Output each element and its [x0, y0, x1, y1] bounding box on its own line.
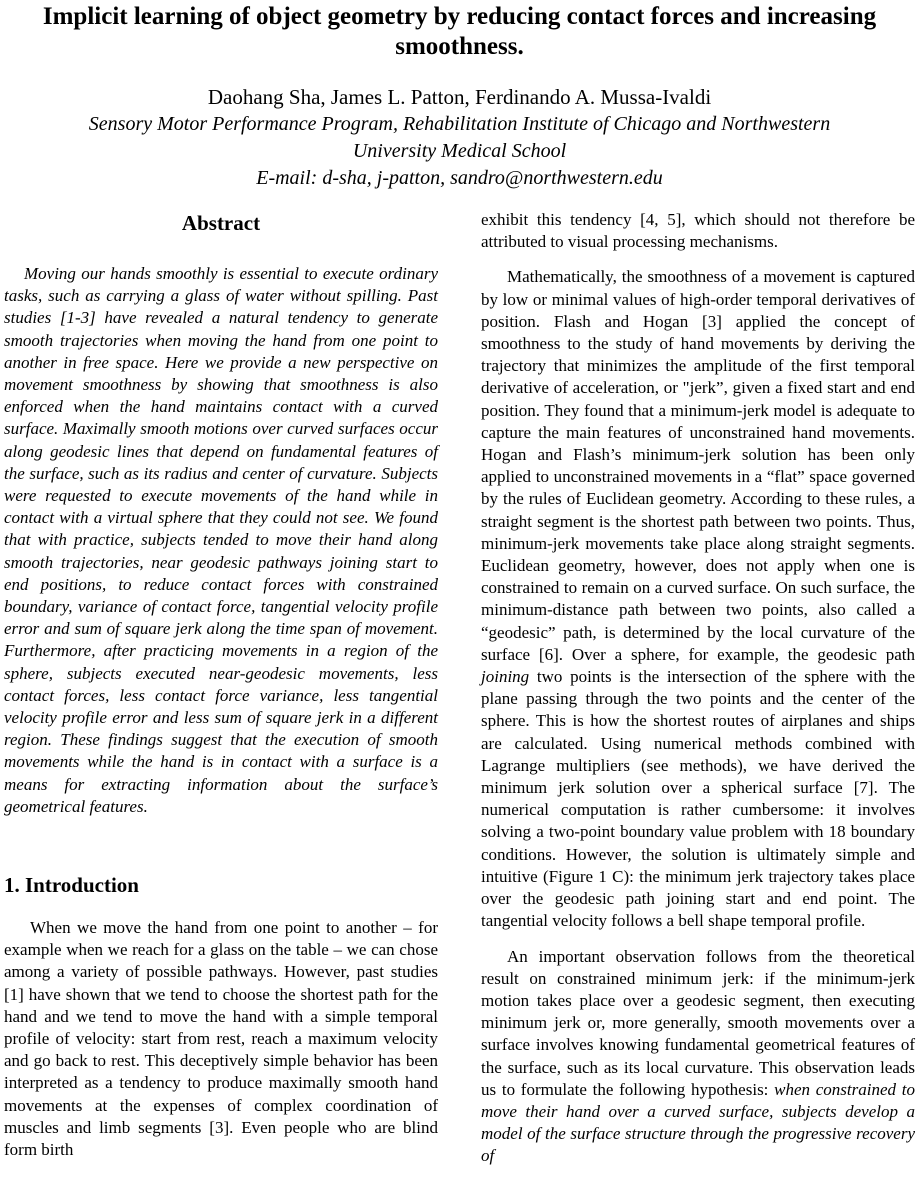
affiliation-line-2: University Medical School [352, 140, 567, 162]
intro-paragraph-3 [481, 946, 915, 1168]
intro-paragraph-1: When we move the hand from one point to another – for example when we reach for a glass on the table – we can chose among a variety of possible pathways. However, past studies [1] have shown that we tend to choose the shortest path for the hand and we tend to move the hand with a simple temporal profile of velocity: start from rest, reach a maximum velocity and go back to rest. This deceptively simple behavior has been interpreted as a tendency to produce maximally smooth hand movements at the expenses of complex coordination of muscles and limb segments [3]. Even people who are blind form birth [4, 918, 438, 1160]
intro-paragraph-1-continued: exhibit this tendency [4, 5], which should not therefore be attributed to visual processing mechanisms. [481, 210, 915, 252]
intro-paragraph-3-text: An important observation follows from the theoretical result on constrained minimum jerk: if the minimum-jerk motion takes place over a geodesic segment, then executing minimum jerk or, more generally, smooth movements over a surface involves knowing fundamental geometrical features of the surface, such as its local curvature. This observation leads us to formulate the following hypothesis: [481, 946, 915, 1099]
affiliation-block [0, 111, 919, 192]
abstract-heading: Abstract [181, 211, 261, 235]
affiliation-line-1: Sensory Motor Performance Program, Rehabilitation Institute of Chicago and Northwestern [88, 113, 831, 135]
intro-paragraph-2-rest: two points is the intersection of the sphere with the plane passing through the two points and the center of the sphere. This is how the shortest routes of airplanes and ships are calculated. Using numerical methods combined with Lagrange multipliers (see methods), we have derived the minimum jerk solution over a spherical surface [7]. The numerical computation is rather cumbersome: it involves solving a two-point boundary value problem with 18 boundary conditions. However, the solution is ultimately simple and intuitive (Figure 1 C): the minimum jerk trajectory takes place over the geodesic path joining start and end point. The tangential velocity follows a bell shape temporal profile. [481, 667, 916, 931]
intro-paragraph-2 [481, 266, 915, 932]
hypothesis-text: when constrained to move their hand over a curved surface, subjects develop a model of the surface structure through the progressive recovery of [481, 1079, 915, 1166]
author-list: Daohang Sha, James L. Patton, Ferdinando A. Mussa-Ivaldi [207, 85, 712, 109]
introduction-heading: 1. Introduction [4, 873, 139, 897]
right-column [481, 209, 915, 1168]
abstract-text: Moving our hands smoothly is essential to execute ordinary tasks, such as carrying a glass of water without spilling. Past studies [1-3] have revealed a natural tendency to generate smooth trajectories when moving the hand from one point to another in free space. Here we provide a new perspective on movement smoothness by showing that smoothness is also enforced when the hand maintains contact with a curved surface. Maximally smooth motions over curved surfaces occur along geodesic lines that depend on fundamental features of the surface, such as its radius and center of curvature. Subjects were requested to execute movements of the hand while in contact with a virtual sphere that they could not see. We found that with practice, subjects tended to move their hand along smooth trajectories, near geodesic pathways joining start to end positions, to reduce contact forces with constrained boundary, variance of contact force, tangential velocity profile error and sum of square jerk along the time span of movement. Furthermore, after practicing movements in a region of the sphere, subjects executed near-geodesic movements, less contact forces, less contact force variance, less tangential velocity profile error and less sum of square jerk in a different region. These findings suggest that the execution of smooth movements while the hand is in contact with a surface is a means for extracting information about the surface’s geometrical features. [4, 264, 438, 816]
author-email: E-mail: d-sha, j-patton, sandro@northwestern.edu [256, 167, 663, 189]
intro-paragraph-2-text: Mathematically, the smoothness of a movement is captured by low or minimal values of high-order temporal derivatives of position. Flash and Hogan [3] applied the concept of smoothness to the study of hand movements by deriving the trajectory that minimizes the amplitude of the first temporal derivative of acceleration, or "jerk”, given a fixed start and end position. They found that a minimum-jerk model is adequate to capture the main features of unconstrained hand movements. Hogan and Flash’s minimum-jerk solution has been only applied to unconstrained movements in a “flat” space governed by the rules of Euclidean geometry. According to these rules, a straight segment is the shortest path between two points. Thus, minimum-jerk movements take place along straight segments. Euclidean geometry, however, does not apply when one is constrained to remain on a curved surface. On such surface, the minimum-distance path between two points, also called a “geodesic” path, is determined by the local curvature of the surface [6]. Over a sphere, for example, the geodesic path [481, 267, 915, 664]
emphasis-joining: joining [481, 667, 530, 687]
paper-title: Implicit learning of object geometry by reducing contact forces and increasing smoothness. [42, 3, 877, 60]
